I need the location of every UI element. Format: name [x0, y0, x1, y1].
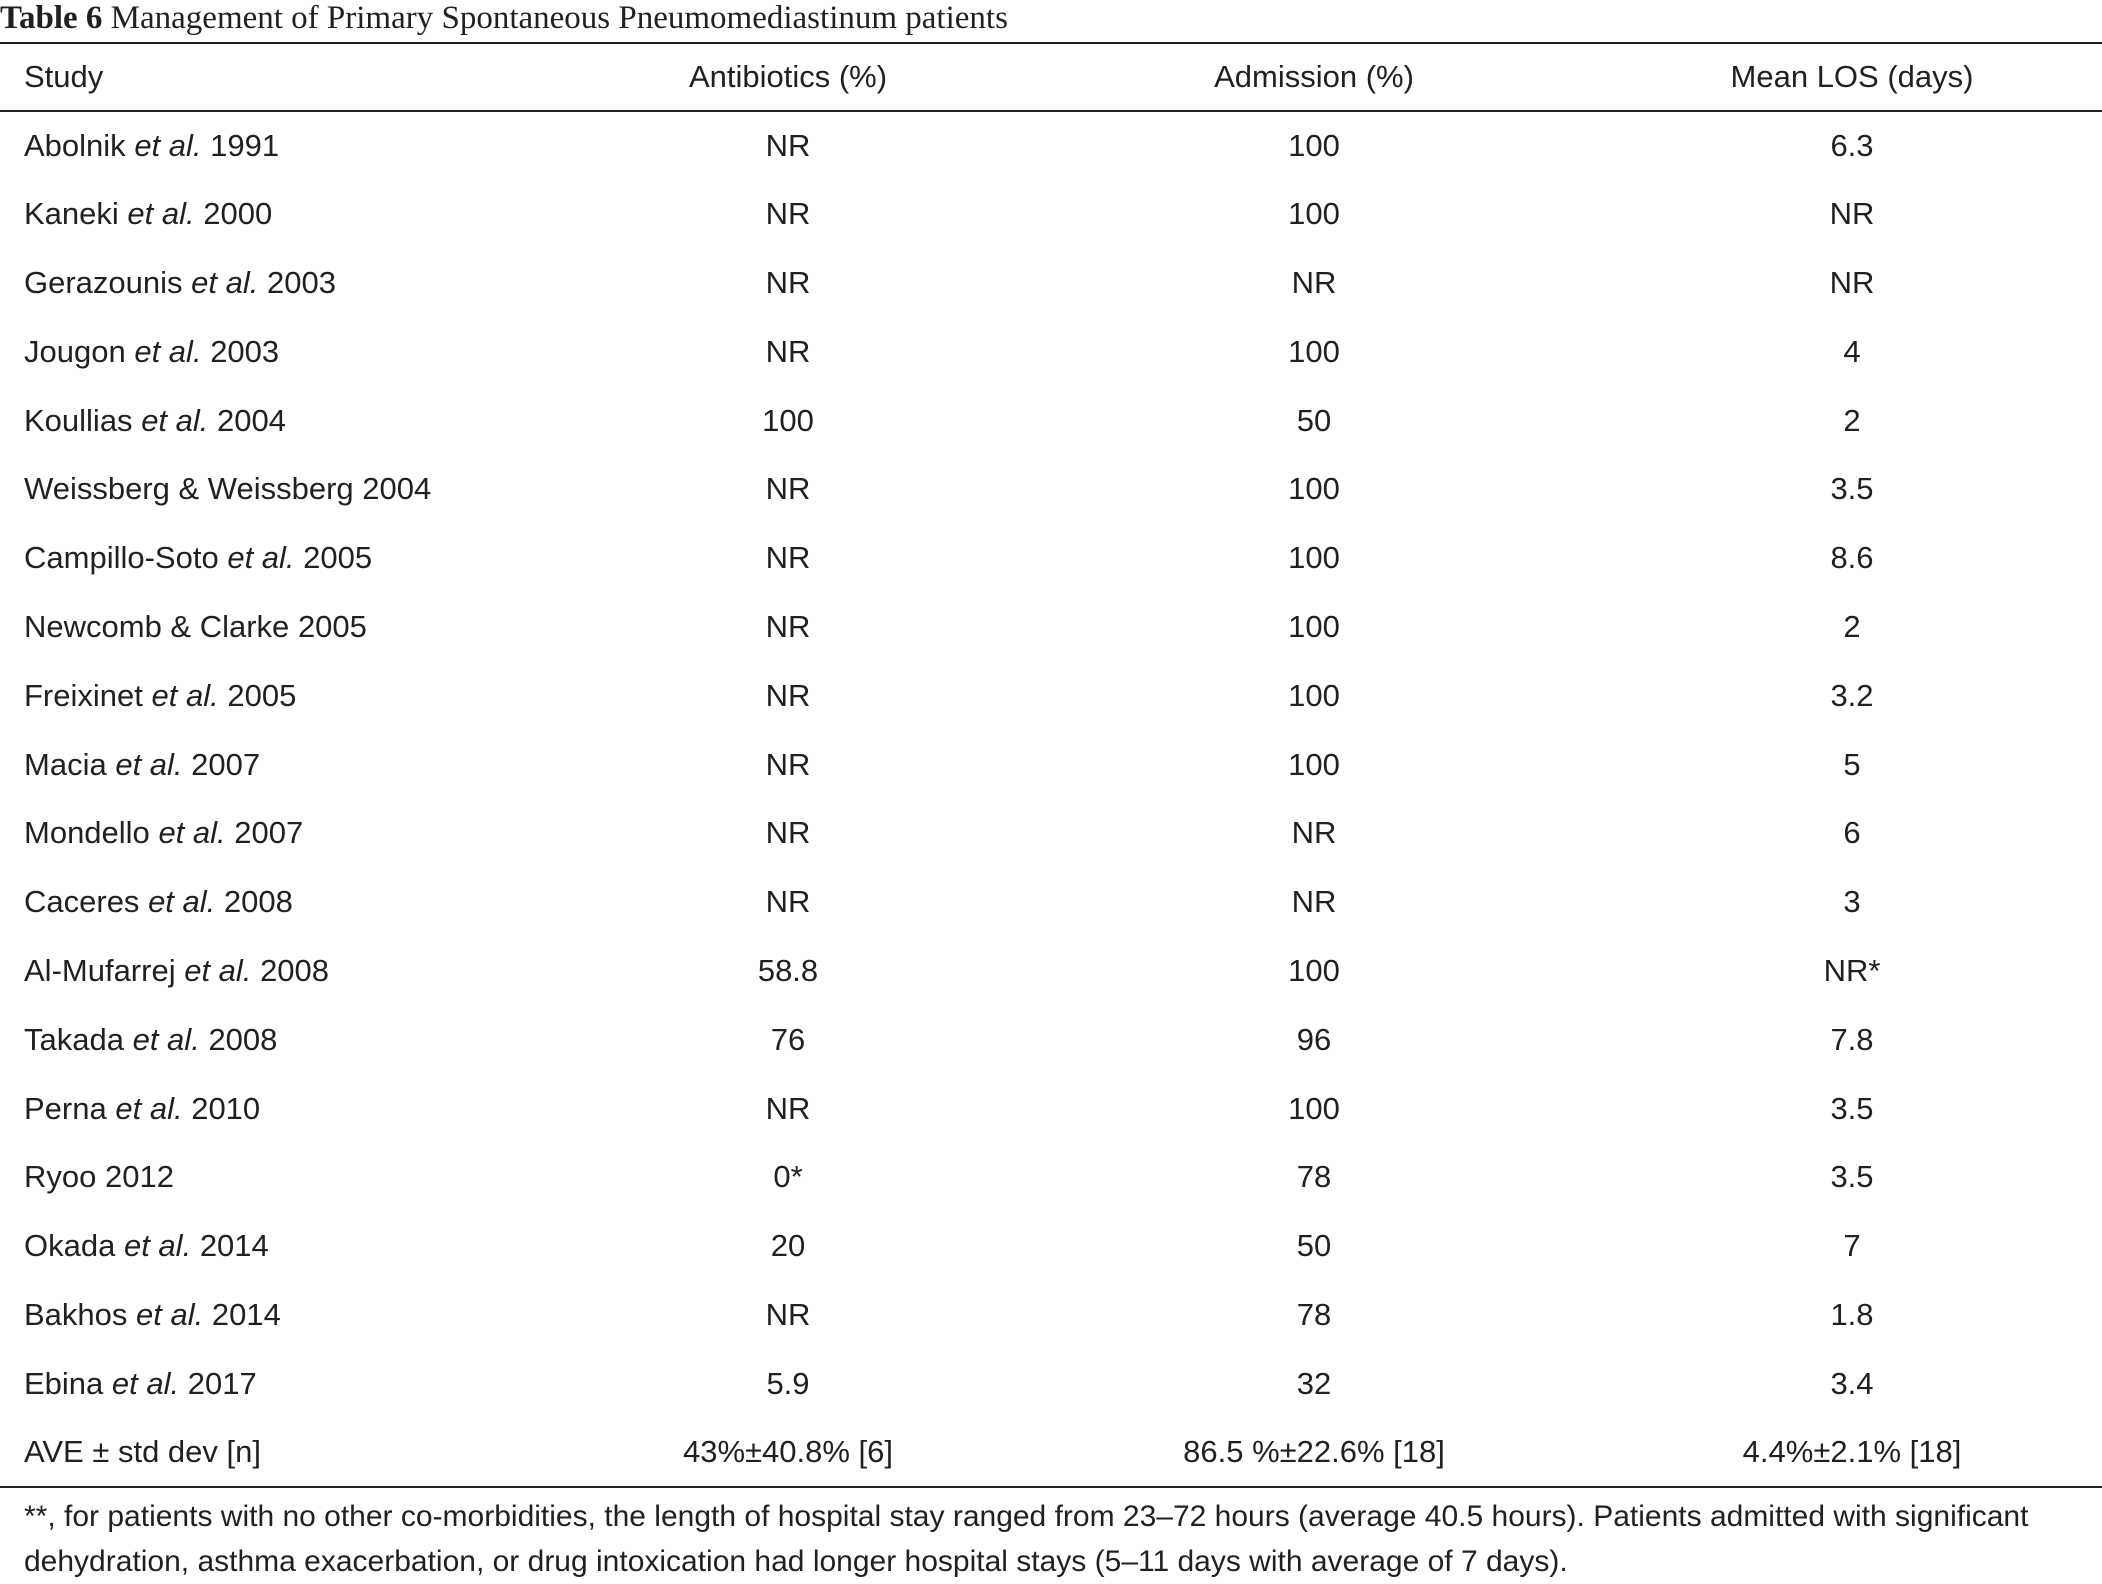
- admission-cell: 100: [1288, 608, 1340, 644]
- table-label: Table 6: [0, 0, 103, 36]
- antibiotics-cell: 20: [770, 1228, 806, 1264]
- study-author: Newcomb & Clarke: [24, 608, 290, 644]
- antibiotics-cell: NR: [765, 1296, 811, 1332]
- mean-los-cell: 6: [1843, 815, 1861, 851]
- admission-cell: 100: [1288, 471, 1340, 507]
- antibiotics-cell: 76: [770, 1021, 806, 1057]
- study-etal: et al.: [134, 127, 202, 163]
- mean-los-cell: NR: [1829, 264, 1875, 300]
- admission-cell: 96: [1296, 1021, 1332, 1057]
- table-row: [0, 1349, 2102, 1418]
- study-cell: [0, 868, 550, 937]
- study-year: 2007: [234, 815, 304, 851]
- study-etal: et al.: [127, 196, 195, 232]
- admission-cell: 100: [1288, 196, 1340, 232]
- study-author: Abolnik: [24, 127, 126, 163]
- study-year: 2014: [211, 1296, 281, 1332]
- study-cell: [0, 455, 550, 524]
- table-row: [0, 249, 2102, 318]
- study-author: Jougon: [24, 333, 126, 369]
- study-etal: et al.: [184, 952, 252, 988]
- antibiotics-cell: NR: [765, 127, 811, 163]
- study-etal: et al.: [111, 1365, 180, 1401]
- antibiotics-cell: 0*: [773, 1159, 803, 1195]
- admission-cell: 100: [1288, 540, 1340, 576]
- table-title-text: Management of Primary Spontaneous Pneumomediastinum patients: [110, 0, 1008, 36]
- table-row: [0, 1143, 2102, 1212]
- study-author: Gerazounis: [24, 264, 183, 300]
- mean-los-cell: 3.5: [1830, 1090, 1874, 1126]
- table-row: [0, 1005, 2102, 1074]
- antibiotics-cell: NR: [765, 333, 811, 369]
- mean-los-cell: 3: [1843, 884, 1861, 920]
- table-row: [0, 180, 2102, 249]
- table-row: [0, 799, 2102, 868]
- admission-cell: 100: [1288, 1090, 1340, 1126]
- study-cell: [0, 317, 550, 386]
- study-year: 2008: [223, 884, 293, 920]
- study-cell: [0, 386, 550, 455]
- admission-cell: 86.5 %±22.6% [18]: [1026, 1418, 1602, 1487]
- mean-los-cell: 3.5: [1830, 471, 1874, 507]
- admission-cell: 78: [1296, 1159, 1332, 1195]
- study-author: Weissberg & Weissberg: [24, 471, 354, 507]
- header-antibiotics: Antibiotics (%): [550, 43, 1026, 111]
- study-year: 2008: [208, 1021, 278, 1057]
- study-cell: [0, 1281, 550, 1350]
- mean-los-cell: 4.4%±2.1% [18]: [1602, 1418, 2102, 1487]
- table-row: [0, 317, 2102, 386]
- study-cell: [0, 1349, 550, 1418]
- admission-cell: NR: [1291, 815, 1337, 851]
- study-year: 2005: [297, 608, 367, 644]
- table-row: [0, 593, 2102, 662]
- study-cell: [0, 1074, 550, 1143]
- antibiotics-cell: 58.8: [757, 952, 819, 988]
- management-table: [0, 42, 2102, 1488]
- mean-los-cell: 7: [1843, 1228, 1861, 1264]
- study-year: 2003: [267, 264, 336, 300]
- admission-cell: NR: [1291, 884, 1337, 920]
- admission-cell: 32: [1296, 1365, 1332, 1401]
- mean-los-cell: NR*: [1823, 952, 1881, 988]
- antibiotics-cell: NR: [765, 264, 811, 300]
- study-author: Al-Mufarrej: [24, 952, 176, 988]
- study-author: Koullias: [24, 402, 133, 438]
- admission-cell: NR: [1291, 264, 1337, 300]
- header-study: Study: [0, 43, 550, 111]
- study-cell: [0, 1143, 550, 1212]
- study-cell: [0, 730, 550, 799]
- antibiotics-cell: NR: [765, 884, 811, 920]
- antibiotics-cell: NR: [765, 746, 811, 782]
- study-year: 2010: [191, 1090, 261, 1126]
- study-cell: [0, 799, 550, 868]
- study-cell: [0, 1212, 550, 1281]
- study-year: 1991: [210, 127, 280, 163]
- table-row: [0, 1074, 2102, 1143]
- study-cell: [0, 111, 550, 180]
- study-year: 2003: [210, 333, 280, 369]
- admission-cell: 100: [1288, 127, 1340, 163]
- study-etal: et al.: [115, 1090, 183, 1126]
- study-author: AVE ± std dev [n]: [24, 1434, 261, 1470]
- study-year: 2008: [260, 952, 330, 988]
- study-etal: et al.: [227, 540, 295, 576]
- admission-cell: 100: [1288, 746, 1340, 782]
- antibiotics-cell: NR: [765, 196, 811, 232]
- antibiotics-cell: NR: [765, 471, 811, 507]
- table-row: [0, 386, 2102, 455]
- study-author: Takada: [24, 1021, 124, 1057]
- table-row: [0, 1418, 2102, 1487]
- study-etal: et al.: [148, 884, 216, 920]
- antibiotics-cell: NR: [765, 1090, 811, 1126]
- study-author: Okada: [24, 1228, 116, 1264]
- study-etal: et al.: [151, 677, 219, 713]
- table-row: [0, 111, 2102, 180]
- study-cell: [0, 661, 550, 730]
- study-year: 2004: [362, 471, 432, 507]
- study-cell: [0, 1418, 550, 1487]
- study-year: 2005: [303, 540, 373, 576]
- study-year: 2004: [217, 402, 286, 438]
- antibiotics-cell: NR: [765, 608, 811, 644]
- study-etal: et al.: [158, 815, 226, 851]
- table-row: [0, 1281, 2102, 1350]
- mean-los-cell: 2: [1843, 608, 1861, 644]
- study-cell: [0, 937, 550, 1006]
- study-etal: et al.: [141, 402, 209, 438]
- mean-los-cell: 8.6: [1830, 540, 1874, 576]
- study-year: 2000: [203, 196, 273, 232]
- mean-los-cell: 5: [1843, 746, 1861, 782]
- study-year: 2012: [105, 1159, 174, 1195]
- study-author: Caceres: [24, 884, 140, 920]
- admission-cell: 100: [1288, 952, 1340, 988]
- table-row: [0, 661, 2102, 730]
- study-year: 2017: [187, 1365, 257, 1401]
- antibiotics-cell: 100: [762, 402, 814, 438]
- admission-cell: 100: [1288, 333, 1340, 369]
- table-footnote: **, for patients with no other co-morbidities, the length of hospital stay ranged from 23–72 hours (average 40.5 hours). Patients admitted with significant dehydration, asthma exacerbation, or drug intoxication had longer hospital stays (5–11 days with average of 7 days).: [24, 1500, 2029, 1578]
- mean-los-cell: 2: [1843, 402, 1861, 438]
- table-row: [0, 524, 2102, 593]
- study-etal: et al.: [123, 1228, 192, 1264]
- mean-los-cell: 3.2: [1830, 677, 1874, 713]
- study-cell: [0, 180, 550, 249]
- header-mean-los: Mean LOS (days): [1602, 43, 2102, 111]
- mean-los-cell: NR: [1829, 196, 1875, 232]
- mean-los-cell: 3.5: [1830, 1159, 1874, 1195]
- admission-cell: 50: [1296, 1228, 1332, 1264]
- study-cell: [0, 249, 550, 318]
- study-year: 2005: [227, 677, 297, 713]
- study-cell: [0, 524, 550, 593]
- table-row: [0, 455, 2102, 524]
- study-etal: et al.: [132, 1021, 200, 1057]
- antibiotics-cell: NR: [765, 540, 811, 576]
- study-year: 2014: [199, 1228, 269, 1264]
- study-etal: et al.: [136, 1296, 204, 1332]
- mean-los-cell: 4: [1843, 333, 1861, 369]
- table-row: [0, 1212, 2102, 1281]
- mean-los-cell: 7.8: [1830, 1021, 1874, 1057]
- antibiotics-cell: NR: [765, 815, 811, 851]
- mean-los-cell: 3.4: [1830, 1365, 1874, 1401]
- study-cell: [0, 593, 550, 662]
- table-row: [0, 730, 2102, 799]
- admission-cell: 78: [1296, 1296, 1332, 1332]
- header-admission: Admission (%): [1026, 43, 1602, 111]
- study-author: Bakhos: [24, 1296, 128, 1332]
- mean-los-cell: 6.3: [1830, 127, 1874, 163]
- antibiotics-cell: NR: [765, 677, 811, 713]
- study-author: Macia: [24, 746, 107, 782]
- antibiotics-cell: 5.9: [766, 1365, 810, 1401]
- study-author: Ryoo: [24, 1159, 97, 1195]
- study-author: Kaneki: [24, 196, 119, 232]
- study-author: Mondello: [24, 815, 150, 851]
- study-author: Ebina: [24, 1365, 104, 1401]
- table-row: [0, 868, 2102, 937]
- study-cell: [0, 1005, 550, 1074]
- study-author: Freixinet: [24, 677, 143, 713]
- admission-cell: 100: [1288, 677, 1340, 713]
- table-title: [0, 0, 1008, 42]
- antibiotics-cell: 43%±40.8% [6]: [550, 1418, 1026, 1487]
- study-etal: et al.: [191, 264, 259, 300]
- study-etal: et al.: [115, 746, 183, 782]
- admission-cell: 50: [1296, 402, 1332, 438]
- study-author: Campillo-Soto: [24, 540, 219, 576]
- study-author: Perna: [24, 1090, 107, 1126]
- study-year: 2007: [191, 746, 261, 782]
- mean-los-cell: 1.8: [1830, 1296, 1874, 1332]
- study-etal: et al.: [134, 333, 202, 369]
- header-row: [0, 43, 2102, 111]
- table-row: [0, 937, 2102, 1006]
